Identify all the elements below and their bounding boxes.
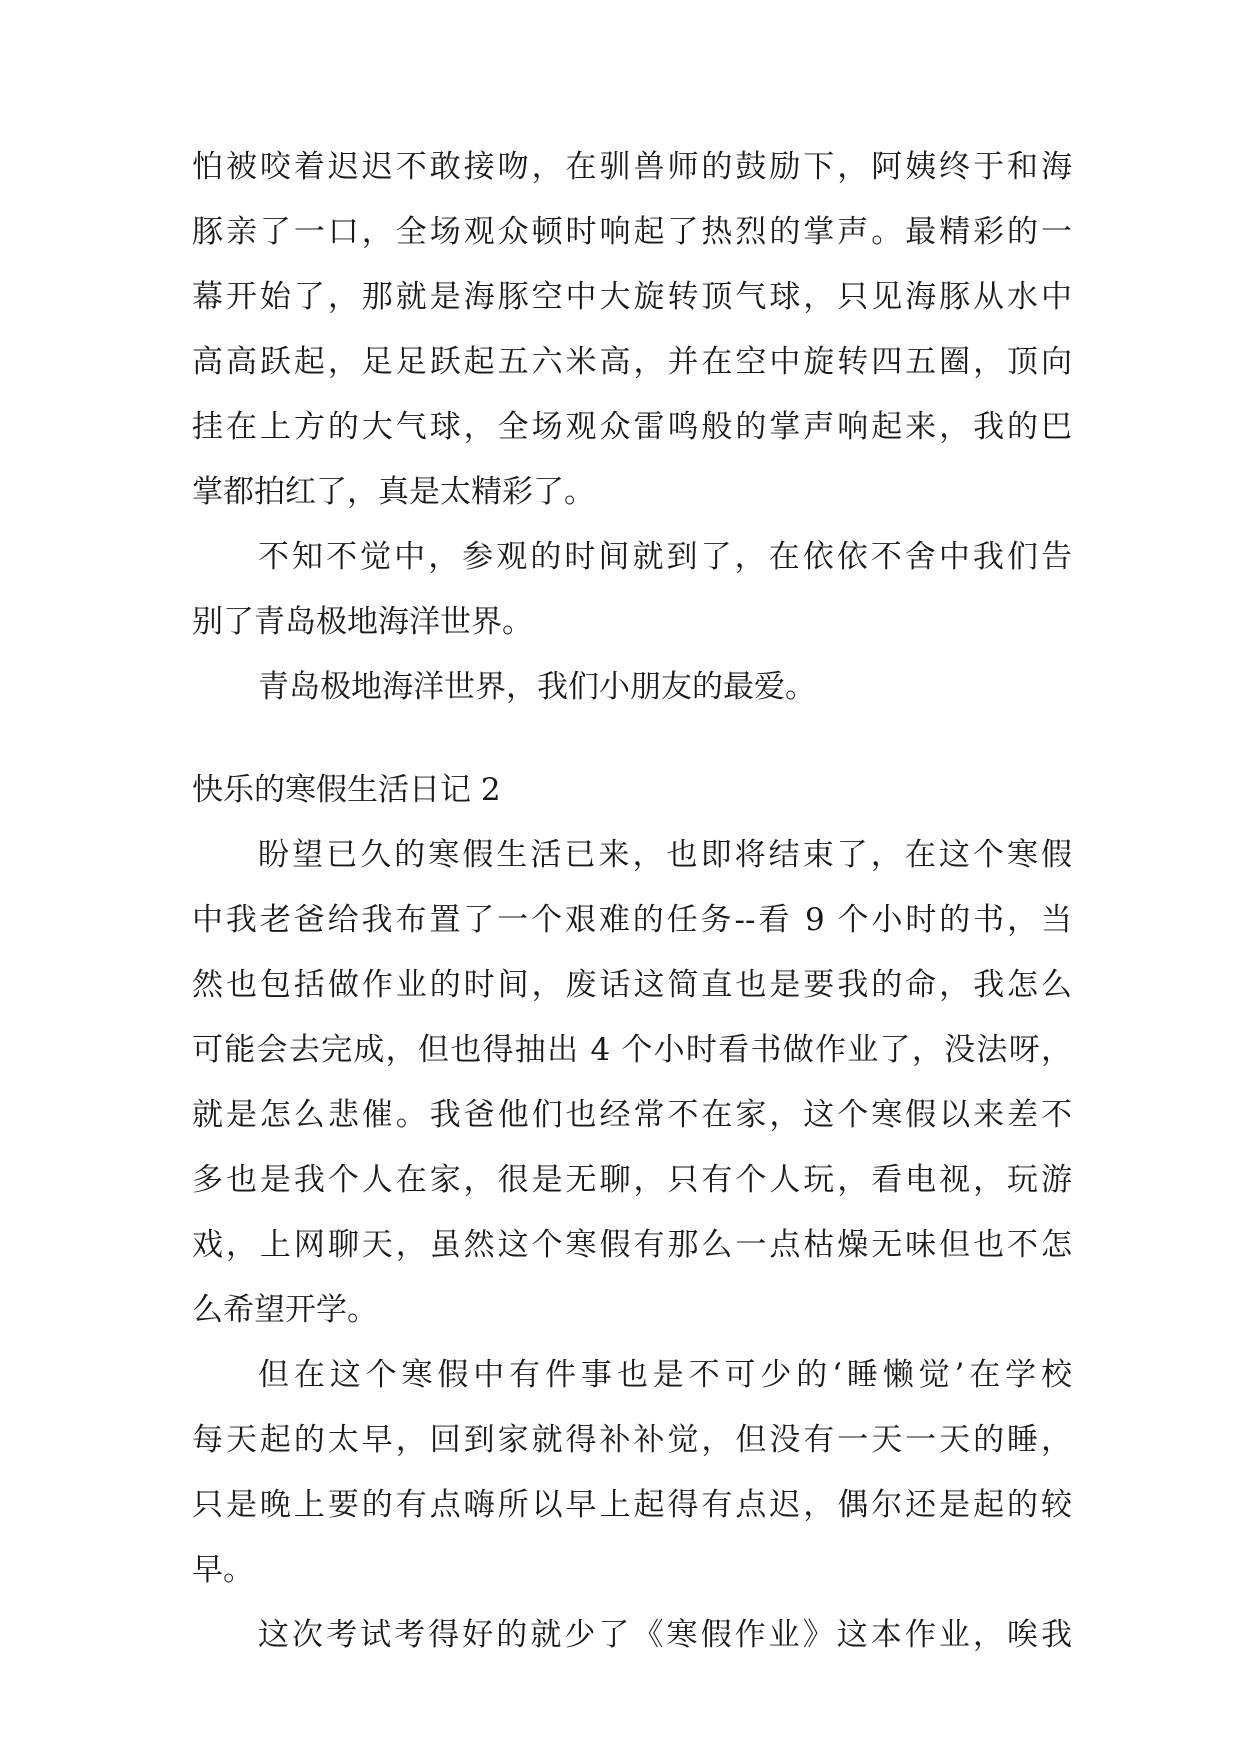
paragraph-line: 不知不觉中，参观的时间就到了，在依依不舍中我们告 (258, 539, 1072, 575)
paragraph-line: 多也是我个人在家，很是无聊，只有个人玩，看电视，玩游 (192, 1162, 1072, 1198)
paragraph-line: 盼望已久的寒假生活已来，也即将结束了，在这个寒假 (258, 837, 1072, 873)
paragraph-line: 高高跃起，足足跃起五六米高，并在空中旋转四五圈，顶向 (192, 344, 1072, 380)
paragraph-line: 怕被咬着迟迟不敢接吻，在驯兽师的鼓励下，阿姨终于和海 (192, 149, 1072, 185)
paragraph-line: 但在这个寒假中有件事也是不可少的‘睡懒觉’在学校 (258, 1357, 1072, 1393)
paragraph-line: 就是怎么悲催。我爸他们也经常不在家，这个寒假以来差不 (192, 1097, 1072, 1133)
paragraph-line: 么希望开学。 (192, 1292, 378, 1328)
paragraph-line: 别了青岛极地海洋世界。 (192, 604, 533, 640)
paragraph-line: 只是晚上要的有点嗨所以早上起得有点迟，偶尔还是起的较 (192, 1487, 1072, 1523)
paragraph-line: 挂在上方的大气球，全场观众雷鸣般的掌声响起来，我的巴 (192, 409, 1072, 445)
paragraph-line: 戏，上网聊天，虽然这个寒假有那么一点枯燥无味但也不怎 (192, 1227, 1072, 1263)
paragraph-line: 然也包括做作业的时间，废话这简直也是要我的命，我怎么 (192, 967, 1072, 1003)
paragraph-line: 每天起的太早，回到家就得补补觉，但没有一天一天的睡， (192, 1422, 1072, 1458)
paragraph-line: 这次考试考得好的就少了《寒假作业》这本作业，唉我 (258, 1617, 1072, 1653)
paragraph-line: 豚亲了一口，全场观众顿时响起了热烈的掌声。最精彩的一 (192, 214, 1072, 250)
section-heading: 快乐的寒假生活日记 2 (192, 772, 501, 808)
paragraph-line: 可能会去完成，但也得抽出 4 个小时看书做作业了，没法呀， (192, 1032, 1072, 1068)
paragraph-line: 中我老爸给我布置了一个艰难的任务--看 9 个小时的书，当 (192, 902, 1072, 938)
paragraph-line: 掌都拍红了，真是太精彩了。 (192, 474, 595, 510)
paragraph-line: 早。 (192, 1552, 254, 1588)
paragraph-line: 青岛极地海洋世界，我们小朋友的最爱。 (258, 669, 816, 705)
paragraph-line: 幕开始了，那就是海豚空中大旋转顶气球，只见海豚从水中 (192, 279, 1072, 315)
